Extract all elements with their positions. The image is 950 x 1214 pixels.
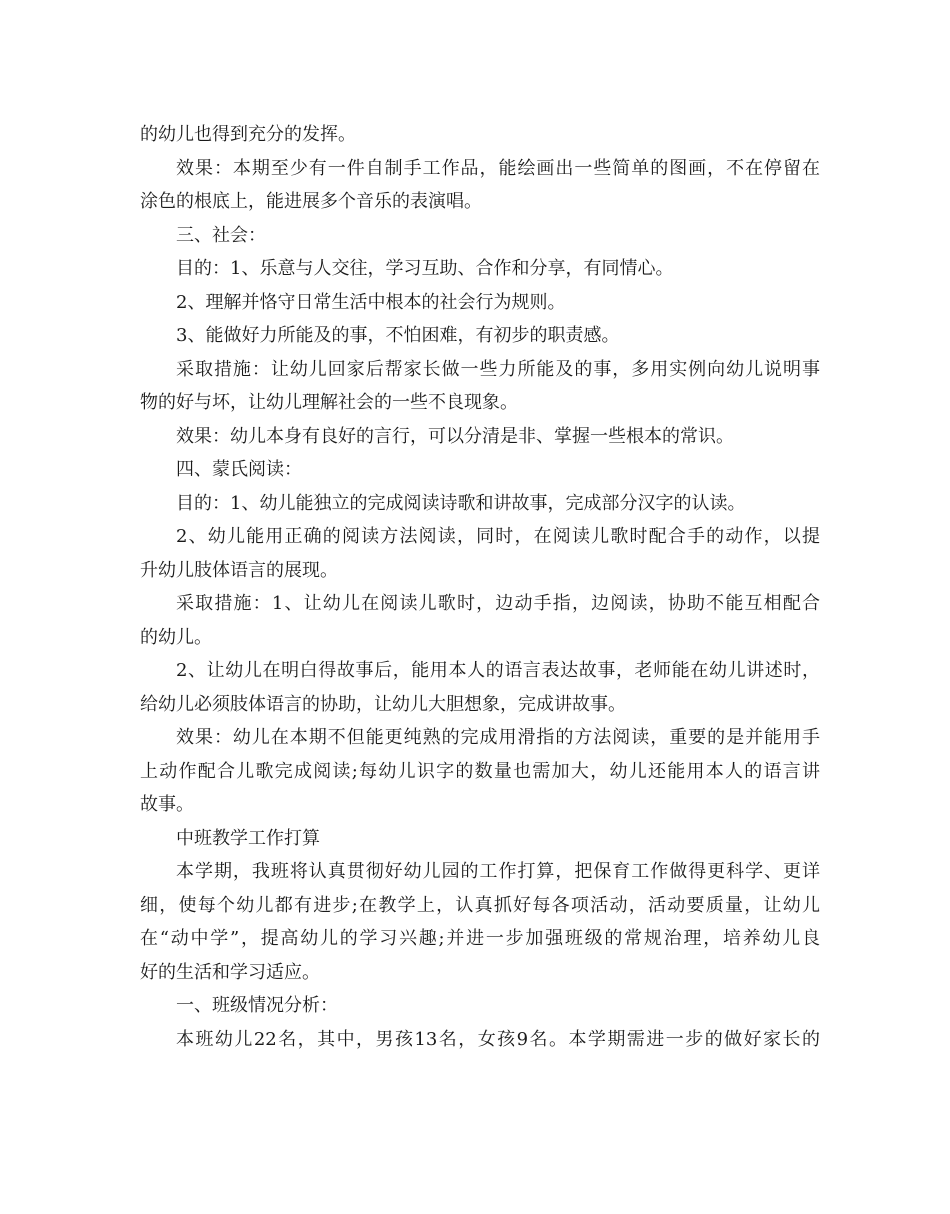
text-line: 上动作配合儿歌完成阅读;每幼儿识字的数量也需加大，幼儿还能用本人的语言讲 bbox=[140, 760, 820, 782]
text-line: 四、蒙氏阅读： bbox=[176, 459, 302, 480]
text-line: 效果：本期至少有一件自制手工作品，能绘画出一些简单的图画，不在停留在 bbox=[176, 157, 820, 179]
text-line: 的幼儿。 bbox=[140, 626, 212, 648]
text-line: 三、社会： bbox=[176, 224, 266, 246]
document-body bbox=[140, 118, 820, 1056]
text-line: 采取措施：1、让幼儿在阅读儿歌时，边动手指，边阅读，协助不能互相配合 bbox=[176, 593, 820, 614]
text-line: 本学期，我班将认真贯彻好幼儿园的工作打算，把保育工作做得更科学、更详 bbox=[176, 861, 820, 882]
text-line: 给幼儿必须肢体语言的协助，让幼儿大胆想象，完成讲故事。 bbox=[140, 693, 626, 715]
text-line: 效果：幼儿本身有良好的言行，可以分清是非、掌握一些根本的常识。 bbox=[176, 425, 734, 447]
text-line: 的幼儿也得到充分的发挥。 bbox=[140, 124, 356, 145]
text-line: 中班教学工作打算 bbox=[176, 827, 320, 849]
text-line: 2、幼儿能用正确的阅读方法阅读，同时，在阅读儿歌时配合手的动作，以提 bbox=[176, 526, 820, 547]
text-line: 采取措施：让幼儿回家后帮家长做一些力所能及的事，多用实例向幼儿说明事 bbox=[176, 358, 820, 380]
text-line: 一、班级情况分析： bbox=[176, 995, 338, 1016]
text-line: 细，使每个幼儿都有进步;在教学上，认真抓好每各项活动，活动要质量，让幼儿 bbox=[140, 894, 820, 916]
text-line: 好的生活和学习适应。 bbox=[140, 961, 320, 983]
text-line: 升幼儿肢体语言的展现。 bbox=[140, 559, 338, 581]
text-line: 在“动中学”，提高幼儿的学习兴趣;并进一步加强班级的常规治理，培养幼儿良 bbox=[140, 928, 820, 949]
text-line: 物的好与坏，让幼儿理解社会的一些不良现象。 bbox=[140, 392, 518, 413]
text-line: 故事。 bbox=[140, 794, 194, 815]
text-line: 目的：1、乐意与人交往，学习互助、合作和分享，有同情心。 bbox=[176, 258, 674, 279]
text-line: 目的：1、幼儿能独立的完成阅读诗歌和讲故事，完成部分汉字的认读。 bbox=[176, 492, 746, 514]
text-line: 3、能做好力所能及的事，不怕困难，有初步的职责感。 bbox=[176, 325, 620, 346]
text-line: 效果：幼儿在本期不但能更纯熟的完成用滑指的方法阅读，重要的是并能用手 bbox=[176, 727, 820, 748]
text-line: 2、理解并恪守日常生活中根本的社会行为规则。 bbox=[176, 291, 566, 313]
text-line: 本班幼儿22名，其中，男孩13名，女孩9名。本学期需进一步的做好家长的 bbox=[176, 1028, 820, 1050]
text-line: 2、让幼儿在明白得故事后，能用本人的语言表达故事，老师能在幼儿讲述时， bbox=[176, 660, 820, 681]
text-line: 涂色的根底上，能进展多个音乐的表演唱。 bbox=[140, 191, 482, 212]
